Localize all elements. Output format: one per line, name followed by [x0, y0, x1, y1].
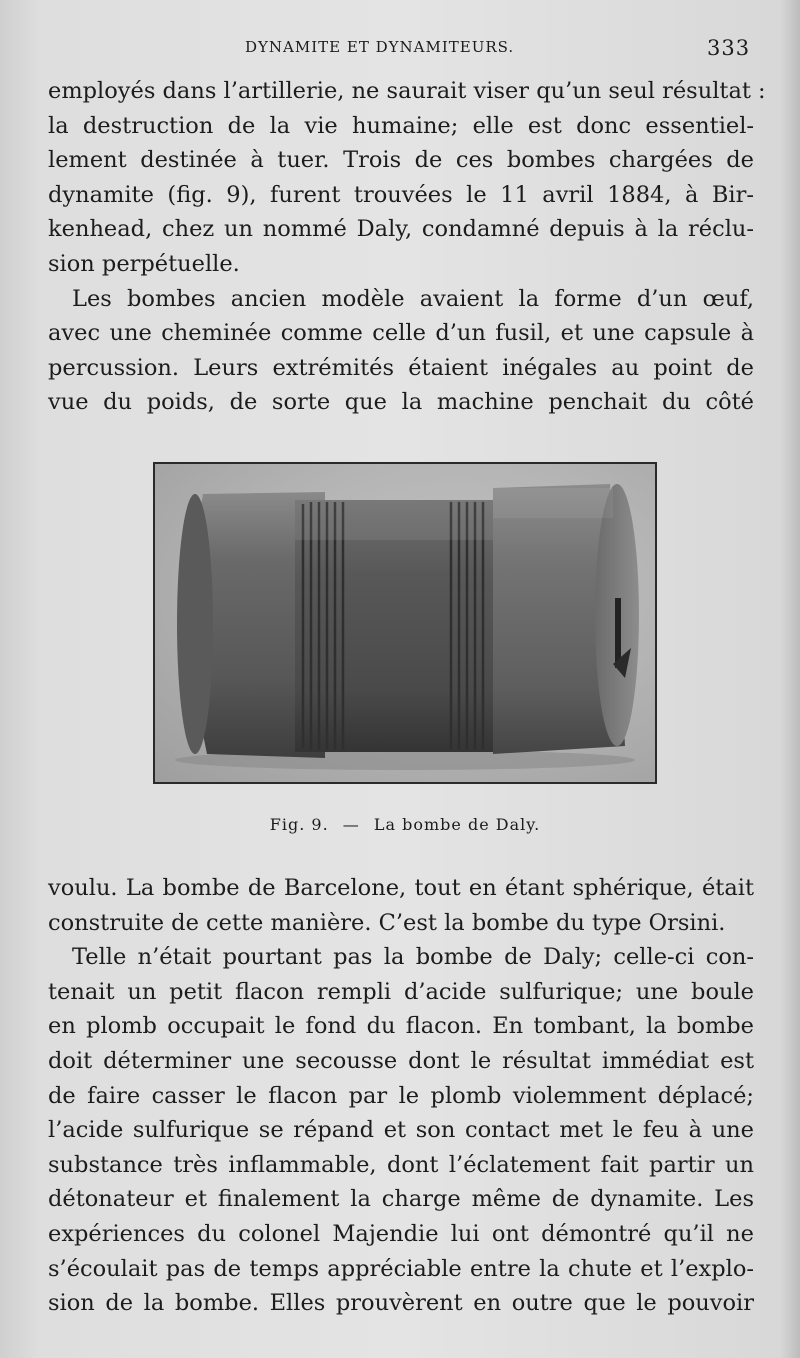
text-line: avec une cheminée comme celle d’un fusil, et une capsule à	[48, 320, 754, 347]
page-number: 333	[707, 36, 751, 60]
figure-caption	[0, 815, 800, 834]
text-line: kenhead, chez un nommé Daly, condamné depuis à la réclu-	[48, 216, 754, 243]
text-line: construite de cette manière. C’est la bombe du type Orsini.	[48, 909, 726, 936]
text-line: détonateur et finalement la charge même de dynamite. Les	[48, 1186, 754, 1213]
body-highlight	[295, 500, 495, 540]
text-line: percussion. Leurs extrémités étaient inégales au point de	[48, 354, 754, 381]
page-header	[0, 36, 800, 64]
fuse-slot	[615, 598, 621, 668]
text-line: la destruction de la vie humaine; elle est donc essentiel-	[48, 112, 754, 139]
text-line: substance très inflammable, dont l’éclatement fait partir un	[48, 1151, 754, 1178]
text-line: vue du poids, de sorte que la machine penchait du côté	[48, 389, 754, 416]
text-line: sion de la bombe. Elles prouvèrent en outre que le pouvoir	[48, 1290, 754, 1317]
text-line: dynamite (fig. 9), furent trouvées le 11 avril 1884, à Bir-	[48, 181, 754, 208]
cap-highlight	[493, 488, 613, 518]
text-line: lement destinée à tuer. Trois de ces bombes chargées de	[48, 147, 754, 174]
text-line: en plomb occupait le fond du flacon. En tombant, la bombe	[48, 1013, 754, 1040]
caption-fig-number: Fig. 9.	[269, 815, 329, 834]
text-line: voulu. La bombe de Barcelone, tout en étant sphérique, était	[48, 875, 754, 901]
caption-dash: —	[342, 815, 360, 834]
text-line: Les bombes ancien modèle avaient la forme d’un œuf,	[72, 285, 754, 312]
text-line: doit déterminer une secousse dont le résultat immédiat est	[48, 1047, 754, 1074]
text-line: sion perpétuelle.	[48, 250, 240, 277]
figure-bomb-photo	[153, 462, 657, 784]
left-cap-end	[177, 494, 213, 754]
bomb-illustration	[155, 464, 655, 782]
text-line: expériences du colonel Majendie lui ont démontré qu’il ne	[48, 1220, 754, 1247]
text-line: de faire casser le flacon par le plomb violemment déplacé;	[48, 1082, 754, 1109]
text-line: s’écoulait pas de temps appréciable entre la chute et l’explo-	[48, 1255, 754, 1282]
text-line: Telle n’était pourtant pas la bombe de Daly; celle-ci con-	[72, 944, 754, 971]
top-text-block	[48, 74, 766, 420]
running-title: DYNAMITE ET DYNAMITEURS.	[245, 38, 515, 56]
text-line: employés dans l’artillerie, ne saurait viser qu’un seul résultat :	[48, 78, 766, 104]
caption-text: La bombe de Daly.	[373, 815, 541, 834]
text-line: l’acide sulfurique se répand et son contact met le feu à une	[48, 1117, 754, 1144]
bottom-text-block	[48, 871, 754, 1321]
text-line: tenait un petit flacon rempli d’acide sulfurique; une boule	[48, 978, 754, 1005]
